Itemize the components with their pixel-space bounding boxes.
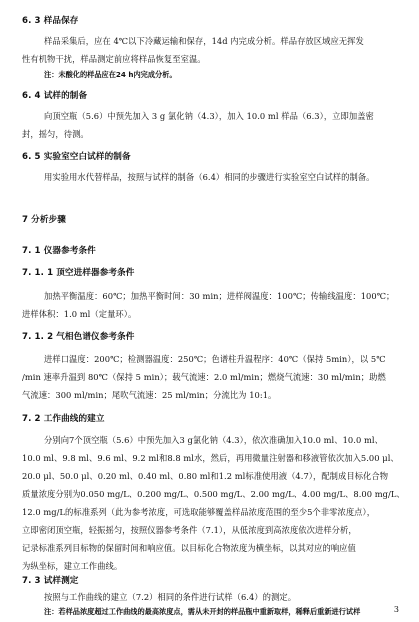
paragraph-line: 20.0 μl、50.0 μl、0.20 ml、0.40 ml、0.80 ml和1.2 ml标准使用液（4.7），配制成目标化合物 xyxy=(22,471,389,481)
paragraph-line: 10.0 ml、9.8 ml、9.6 ml、9.2 ml和8.8 ml水，然后，再用微量注射器和移液管依次加入5.00 μl、 xyxy=(22,453,399,463)
heading-7-2: 7. 2 工作曲线的建立 xyxy=(22,414,105,424)
heading-7-1-1: 7. 1. 1 顶空进样器参考条件 xyxy=(22,268,135,278)
heading-7-1: 7. 1 仪器参考条件 xyxy=(22,246,96,256)
paragraph-line: 12.0 mg/L的标准系列（此为参考浓度，可选取能够覆盖样品浓度范围的至少5个非零浓度点）， xyxy=(22,507,376,517)
paragraph-line: 用实验用水代替样品，按照与试样的制备（6.4）相同的步骤进行实验室空白试样的制备。 xyxy=(44,172,375,182)
heading-6-5: 6. 5 实验室空白试样的制备 xyxy=(22,152,131,162)
paragraph-line: 样品采集后，应在 4℃以下冷藏运输和保存，14d 内完成分析。样品存放区域应无挥发 xyxy=(44,36,364,46)
paragraph-line: 加热平衡温度：60℃；加热平衡时间：30 min；进样阀温度：100℃；传输线温度：100℃； xyxy=(44,291,395,301)
paragraph-line: 为纵坐标，建立工作曲线。 xyxy=(22,561,123,571)
paragraph-line: 按照与工作曲线的建立（7.2）相同的条件进行试样（6.4）的测定。 xyxy=(44,592,297,602)
paragraph-line: 质量浓度分别为0.050 mg/L、0.200 mg/L、0.500 mg/L、2.00 mg/L、4.00 mg/L、8.00 mg/L、 xyxy=(22,489,405,499)
paragraph-line: /min 速率升温到 80℃（保持 5 min）；载气流速：2.0 ml/min；燃烧气流速：30 ml/min；助燃 xyxy=(22,372,386,382)
paragraph-line: 记录标准系列目标物的保留时间和响应值。以目标化合物浓度为横坐标，以其对应的响应值 xyxy=(22,543,356,553)
page-number: 3 xyxy=(393,605,399,614)
paragraph-line: 进样体积：1.0 ml（定量环）。 xyxy=(22,309,137,319)
paragraph-line: 封，摇匀，待测。 xyxy=(22,129,89,139)
note-7-3: 注：若样品浓度超过工作曲线的最高浓度点，需从未开封的样品瓶中重新取样，稀释后重新进行试样 xyxy=(44,607,361,616)
paragraph-line: 向顶空瓶（5.6）中预先加入 3 g 氯化钠（4.3），加入 10.0 ml 样品（6.3），立即加盖密 xyxy=(44,111,374,121)
paragraph-line: 分别向7个顶空瓶（5.6）中预先加入3 g氯化钠（4.3），依次准确加入10.0 ml、10.0 ml、 xyxy=(44,435,383,445)
note-6-3: 注：未酸化的样品应在24 h内完成分析。 xyxy=(44,70,177,79)
heading-6-4: 6. 4 试样的制备 xyxy=(22,91,88,101)
paragraph-line: 进样口温度：200℃；检测器温度：250℃；色谱柱升温程序：40℃（保持 5min），以 5℃ xyxy=(44,354,386,364)
heading-6-3: 6. 3 样品保存 xyxy=(22,16,79,26)
paragraph-line: 性有机物干扰，样品测定前应将样品恢复至室温。 xyxy=(22,54,206,64)
paragraph-line: 立即密闭顶空瓶，轻振摇匀，按照仪器参考条件（7.1），从低浓度到高浓度依次进样分析， xyxy=(22,525,357,535)
heading-7-1-2: 7. 1. 2 气相色谱仪参考条件 xyxy=(22,332,135,342)
paragraph-line: 气流速：300 ml/min；尾吹气流速：25 ml/min；分流比为 10:1。 xyxy=(22,390,277,400)
heading-7: 7 分析步骤 xyxy=(22,215,66,225)
heading-7-3: 7. 3 试样测定 xyxy=(22,576,79,586)
